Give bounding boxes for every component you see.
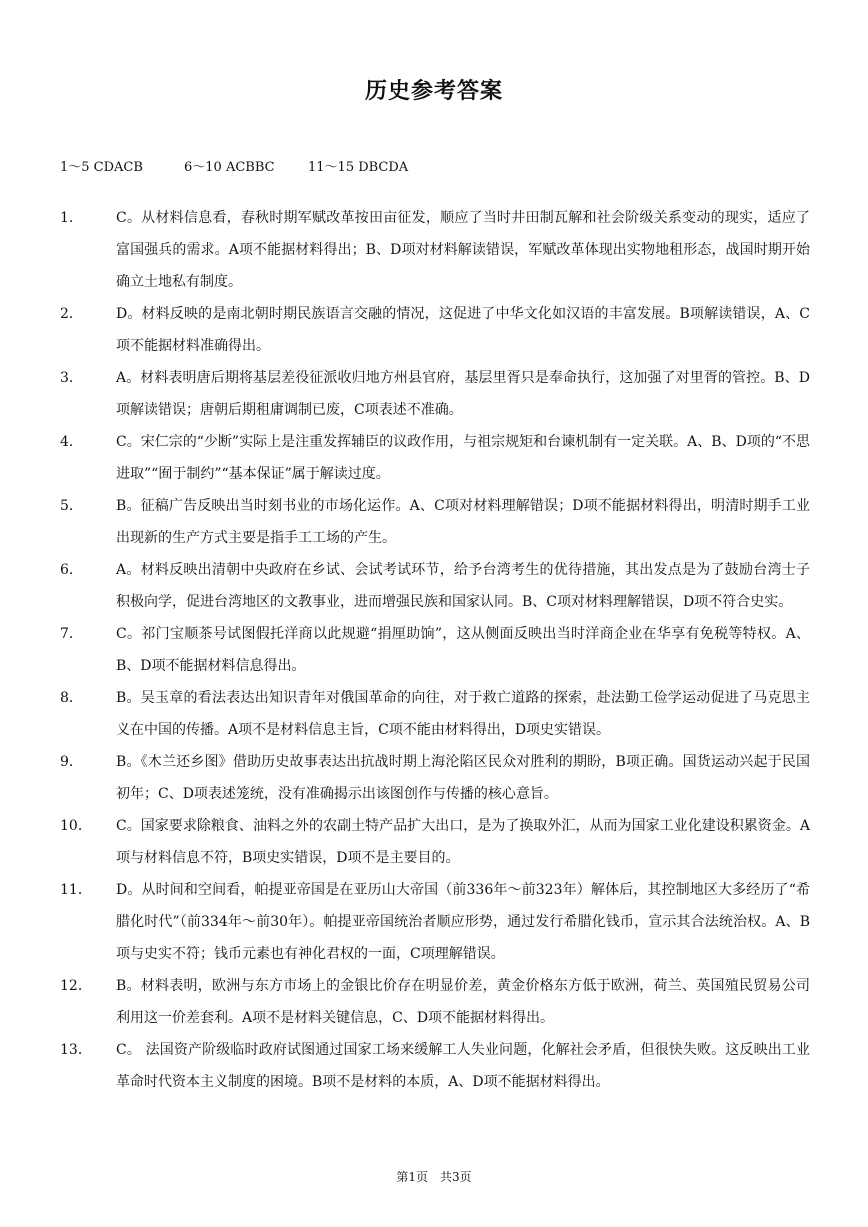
answer-group-11-15: 11～15 DBCDA: [308, 160, 409, 175]
item-text: B。征稿广告反映出当时刻书业的市场化运作。A、C项对材料理解错误；D项不能据材料得出，明清时期手工业出现新的生产方式主要是指手工工场的产生。: [116, 498, 810, 546]
item-number: 11．: [60, 882, 92, 898]
list-item: [60, 554, 810, 618]
item-text: D。材料反映的是南北朝时期民族语言交融的情况，这促进了中华文化如汉语的丰富发展。B项解读错误，A、C项不能据材料准确得出。: [116, 306, 810, 354]
item-number: 10．: [60, 818, 92, 834]
page-footer: 第1页 共3页: [396, 1170, 472, 1184]
list-item: [60, 970, 810, 1034]
item-text: C。从材料信息看，春秋时期军赋改革按田亩征发，顺应了当时井田制瓦解和社会阶级关系变动的现实，适应了富国强兵的需求。A项不能据材料得出；B、D项对材料解读错误，军赋改革体现出实物地租形态，战国时期开始确立土地私有制度。: [116, 210, 810, 290]
item-number: 12．: [60, 978, 92, 994]
item-number: 5．: [60, 498, 83, 514]
item-text: A。材料反映出清朝中央政府在乡试、会试考试环节，给予台湾考生的优待措施，其出发点是为了鼓励台湾士子积极向学，促进台湾地区的文教事业，进而增强民族和国家认同。B、C项对材料理解错误，D项不符合史实。: [116, 562, 810, 610]
item-text: C。国家要求除粮食、油料之外的农副土特产品扩大出口，是为了换取外汇，从而为国家工业化建设积累资金。A项与材料信息不符，B项史实错误，D项不是主要目的。: [116, 818, 810, 866]
item-text: D。从时间和空间看，帕提亚帝国是在亚历山大帝国（前336年～前323年）解体后，其控制地区大多经历了“希腊化时代”（前334年～前30年）。帕提亚帝国统治者顺应形势，通过发行希腊化钱币，宣示其合法统治权。A、B项与史实不符；钱币元素也有神化君权的一面，C项理解错误。: [116, 882, 810, 962]
item-number: 3．: [60, 370, 83, 386]
page-title: 历史参考答案: [364, 79, 503, 104]
item-text: C。宋仁宗的“少断”实际上是注重发挥辅臣的议政作用，与祖宗规矩和台谏机制有一定关联。A、B、D项的“不思进取”“囿于制约”“基本保证”属于解读过度。: [116, 434, 810, 482]
list-item: [60, 746, 810, 810]
list-item: [60, 202, 810, 298]
list-item: [60, 426, 810, 490]
item-text: B。材料表明，欧洲与东方市场上的金银比价存在明显价差，黄金价格东方低于欧洲，荷兰、英国殖民贸易公司利用这一价差套利。A项不是材料关键信息，C、D项不能据材料得出。: [116, 978, 810, 1026]
list-item: [60, 810, 810, 874]
multiple-choice-answer-key: [60, 156, 408, 175]
item-number: 4．: [60, 434, 83, 450]
item-number: 9．: [60, 754, 83, 770]
item-number: 8．: [60, 690, 83, 706]
item-text: C。祁门宝顺茶号试图假托洋商以此规避“捐厘助饷”，这从侧面反映出当时洋商企业在华享有免税等特权。A、B、D项不能据材料信息得出。: [116, 626, 810, 674]
list-item: [60, 682, 810, 746]
list-item: [60, 490, 810, 554]
item-text: A。材料表明唐后期将基层差役征派收归地方州县官府，基层里胥只是奉命执行，这加强了对里胥的管控。B、D项解读错误；唐朝后期租庸调制已废，C项表述不准确。: [116, 370, 810, 418]
item-text: B。吴玉章的看法表达出知识青年对俄国革命的向往，对于救亡道路的探索，赴法勤工俭学运动促进了马克思主义在中国的传播。A项不是材料信息主旨，C项不能由材料得出，D项史实错误。: [116, 690, 810, 738]
list-item: [60, 362, 810, 426]
item-number: 13．: [60, 1042, 92, 1058]
answer-explanation-list: [60, 202, 810, 1098]
item-number: 2．: [60, 306, 83, 322]
list-item: [60, 298, 810, 362]
list-item: [60, 1034, 810, 1098]
item-number: 1．: [60, 210, 83, 226]
item-text: B。《木兰还乡图》借助历史故事表达出抗战时期上海沦陷区民众对胜利的期盼，B项正确。国货运动兴起于民国初年；C、D项表述笼统，没有准确揭示出该图创作与传播的核心意旨。: [116, 754, 810, 802]
list-item: [60, 874, 810, 970]
item-number: 7．: [60, 626, 83, 642]
list-item: [60, 618, 810, 682]
item-text: C。 法国资产阶级临时政府试图通过国家工场来缓解工人失业问题，化解社会矛盾，但很快失败。这反映出工业革命时代资本主义制度的困境。B项不是材料的本质，A、D项不能据材料得出。: [116, 1042, 810, 1090]
item-number: 6．: [60, 562, 83, 578]
answer-group-1-5: 1～5 CDACB: [60, 160, 143, 175]
answer-group-6-10: 6～10 ACBBC: [184, 160, 275, 175]
